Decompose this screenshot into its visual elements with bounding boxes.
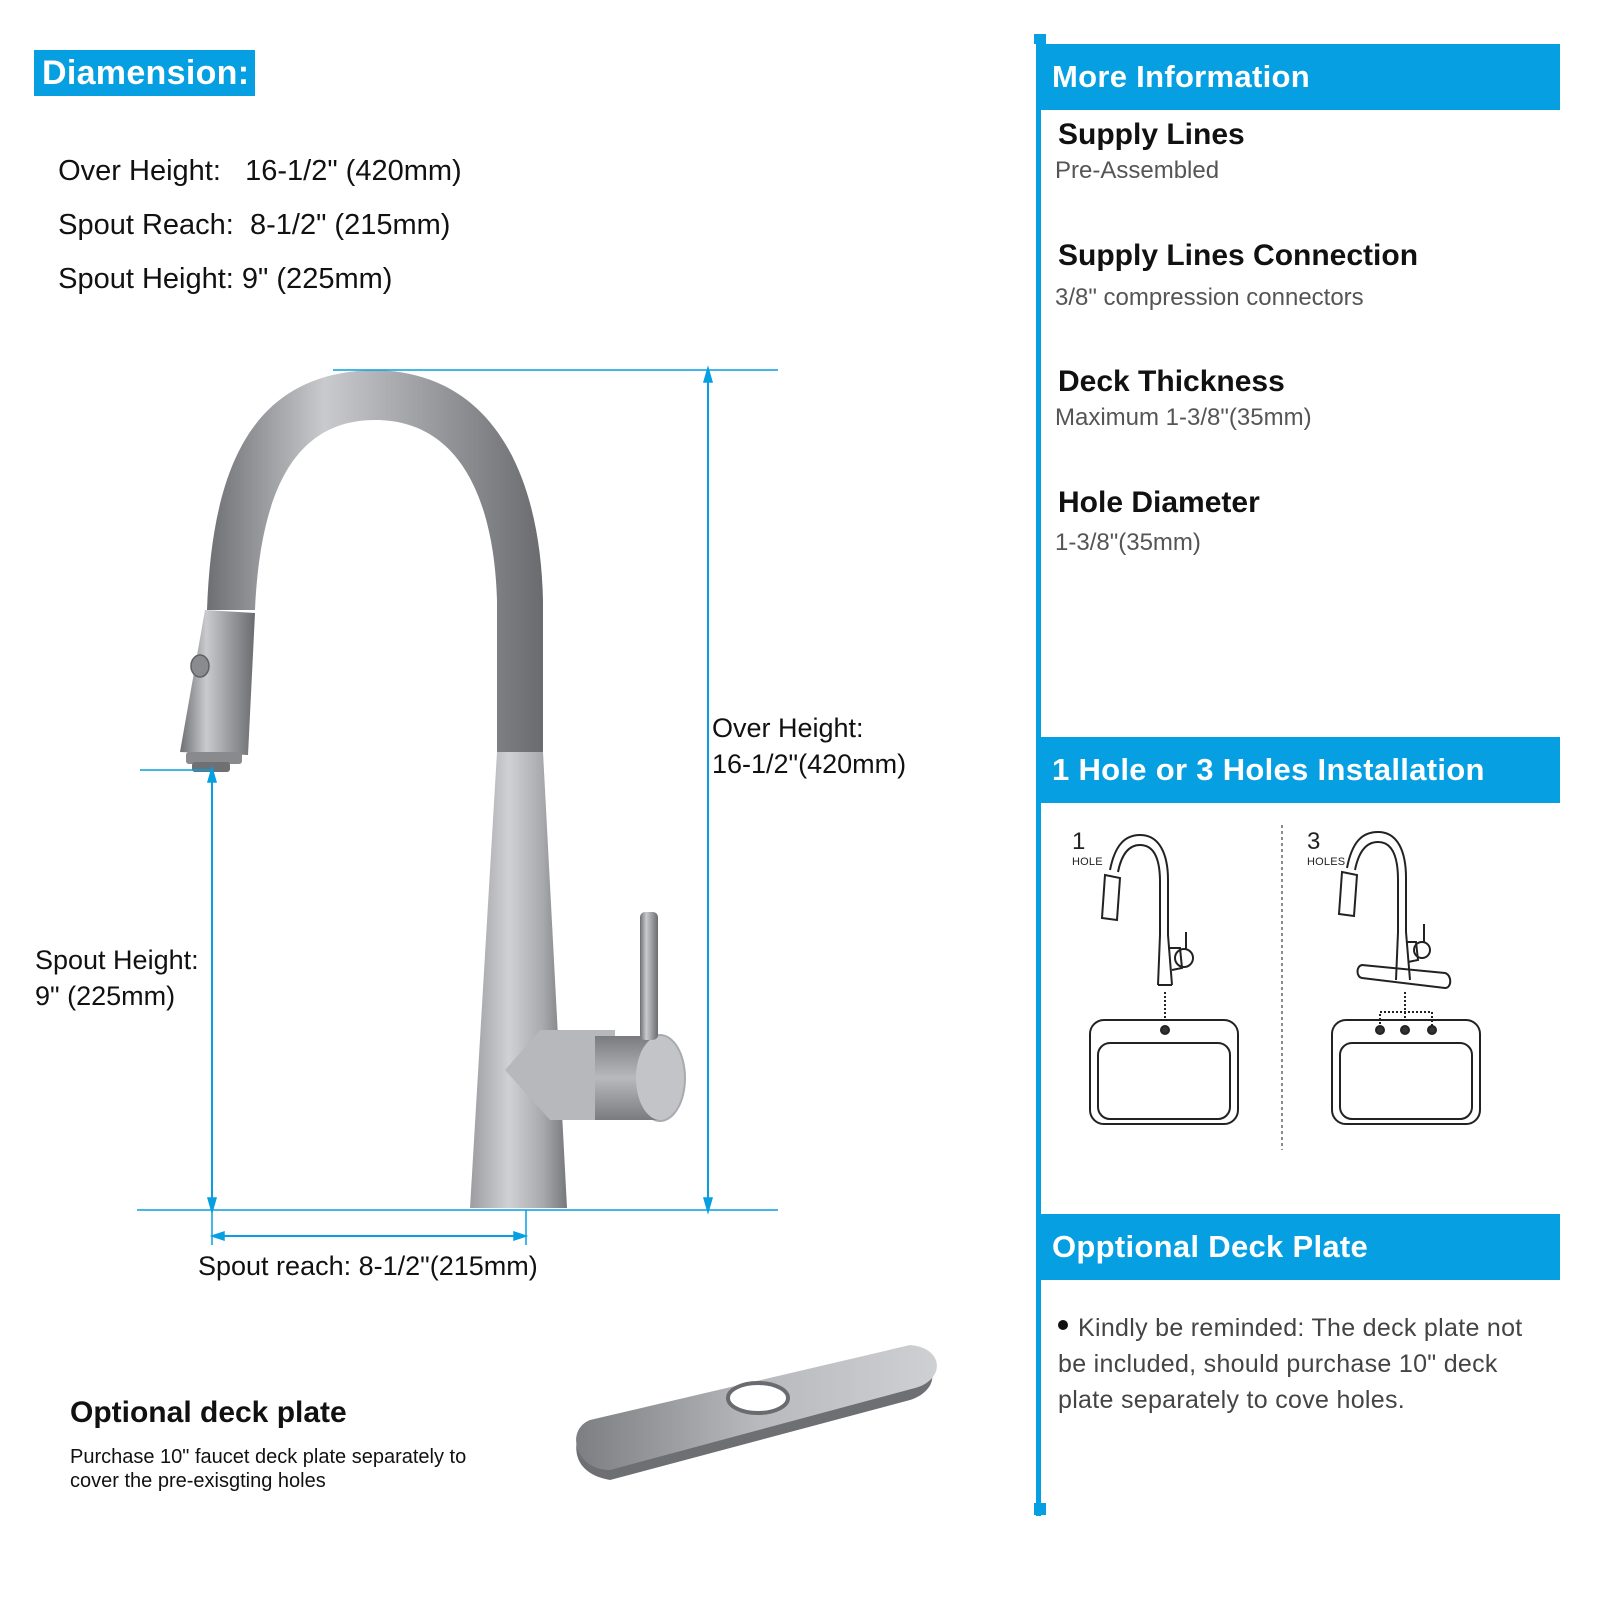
optional-deck-plate-title: Optional deck plate [70, 1396, 347, 1429]
optional-deck-plate-heading: Opptional Deck Plate [1040, 1214, 1560, 1280]
installation-heading: 1 Hole or 3 Holes Installation [1040, 737, 1560, 803]
installation-line-drawing [1060, 820, 1540, 1180]
dimension-value: 16-1/2" (420mm) [245, 155, 462, 187]
info-item-deck-thickness [1055, 364, 1538, 434]
divider-cap-top [1034, 34, 1046, 44]
over-height-callout [712, 710, 906, 782]
info-value: 1-3/8"(35mm) [1055, 529, 1201, 556]
info-value: Pre-Assembled [1055, 157, 1220, 184]
dimension-label: Spout Reach: [58, 209, 250, 241]
install-option-number: 1 [1072, 828, 1086, 855]
info-item-hole-diameter [1055, 485, 1538, 559]
info-title: Deck Thickness [1058, 365, 1285, 398]
faucet-gooseneck [207, 370, 543, 752]
info-item-supply-lines-connection [1055, 238, 1538, 314]
over-height-label: Over Height: [712, 713, 864, 743]
more-information-heading: More Information [1040, 44, 1560, 110]
deck-plate-note-text: Kindly be reminded: The deck plate not be included, should purchase 10" deck plate separately to cove holes. [1058, 1314, 1523, 1414]
over-height-value: 16-1/2"(420mm) [712, 749, 907, 779]
dimension-value: 8-1/2" (215mm) [249, 209, 451, 241]
dimension-heading: Diamension: [34, 50, 255, 96]
deck-plate-image [560, 1330, 960, 1500]
faucet-spray-head [180, 610, 255, 772]
install-option-label: HOLE [1072, 856, 1103, 868]
spout-height-value: 9" (225mm) [35, 981, 176, 1011]
spout-height-label: Spout Height: [35, 945, 199, 975]
faucet-body [470, 752, 567, 1208]
info-value: 3/8" compression connectors [1055, 284, 1364, 311]
info-title: Supply Lines [1058, 118, 1245, 151]
installation-illustrations [1060, 820, 1540, 1180]
info-item-supply-lines [1055, 117, 1538, 187]
divider-cap-bottom [1034, 1503, 1046, 1515]
info-title: Supply Lines Connection [1058, 239, 1419, 272]
dimension-value: 9" (225mm) [241, 263, 393, 295]
spout-reach-callout: Spout reach: 8-1/2"(215mm) [198, 1251, 538, 1281]
optional-deck-plate-description: Purchase 10" faucet deck plate separately to cover the pre-exisgting holes [70, 1446, 467, 1492]
bullet-icon [1058, 1320, 1068, 1330]
spout-height-callout [35, 942, 199, 1014]
install-option-label: HOLES [1307, 856, 1346, 868]
info-value: Maximum 1-3/8"(35mm) [1055, 404, 1312, 431]
deck-plate-note [1058, 1310, 1538, 1418]
dimension-label: Over Height: [58, 155, 246, 187]
dimension-label: Spout Height: [58, 263, 242, 295]
info-title: Hole Diameter [1058, 486, 1260, 519]
install-option-number: 3 [1307, 828, 1321, 855]
